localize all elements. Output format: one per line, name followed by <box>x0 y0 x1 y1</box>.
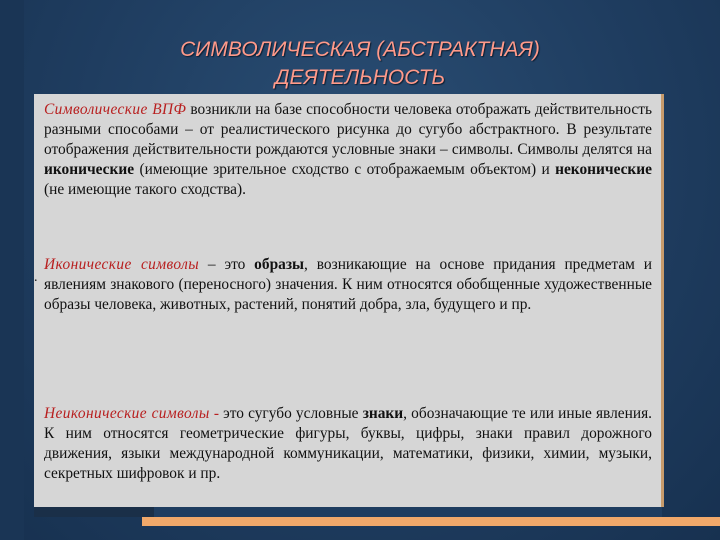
bullet-dot: . <box>34 270 38 285</box>
bottom-decor-orange <box>142 517 720 526</box>
paragraph3-bold1: знаки <box>362 405 404 422</box>
title-line1-part2: (АБСТРАКТНАЯ) <box>370 38 540 61</box>
content-panel <box>34 94 664 507</box>
paragraph3-text2: , обозначающие те или иные явления. К ним относятся геометрические фигуры, буквы, цифры, знаки правил дорожного движения, языки международной коммуникации, математики, физики, химии, музыки, секретных шифровок и пр. <box>44 405 653 482</box>
paragraph-noniconic <box>44 404 652 484</box>
paragraph1-text2: (имеющие зрительное сходство с отображаемым объектом) и <box>134 161 556 178</box>
paragraph1-text1: возникли на базе способности человека отображать действительность разными способами – от реалистического рисунка до сугубо абстрактного. В результате отображения действительности рождаются условные знаки – символы. Символы делятся на <box>44 101 652 158</box>
paragraph2-text1: – это <box>199 256 255 273</box>
paragraph1-bold2: неконические <box>555 161 652 178</box>
bottom-decor-dark <box>34 507 154 517</box>
title-line1-part1: СИМВОЛИЧЕСКАЯ <box>180 38 371 61</box>
term-noniconic: Неиконические символы <box>44 405 210 422</box>
term-iconic: Иконические символы <box>44 256 200 273</box>
bottom-decor-mid <box>154 507 662 517</box>
paragraph3-text1: это сугубо условные <box>218 405 363 422</box>
paragraph2-bold1: образы <box>254 256 305 273</box>
left-decor-bar <box>0 0 24 540</box>
paragraph-iconic <box>44 255 652 315</box>
term-symbolic: Символические ВПФ <box>44 101 187 118</box>
paragraph1-bold1: иконические <box>44 161 135 178</box>
slide-title <box>60 36 660 92</box>
paragraph1-text3: (не имеющие такого сходства). <box>44 181 246 198</box>
paragraph-symbolic <box>44 100 652 200</box>
paragraph2-text2: , возникающие на основе придания предметам и явлениям знакового (переносного) значения. К ним относятся обобщенные художественные образы человека, животных, растений, понятий добра, зла, будущего и пр. <box>44 256 652 313</box>
paragraph3-dash: - <box>209 405 219 422</box>
title-line2: ДЕЯТЕЛЬНОСТЬ <box>274 66 446 89</box>
